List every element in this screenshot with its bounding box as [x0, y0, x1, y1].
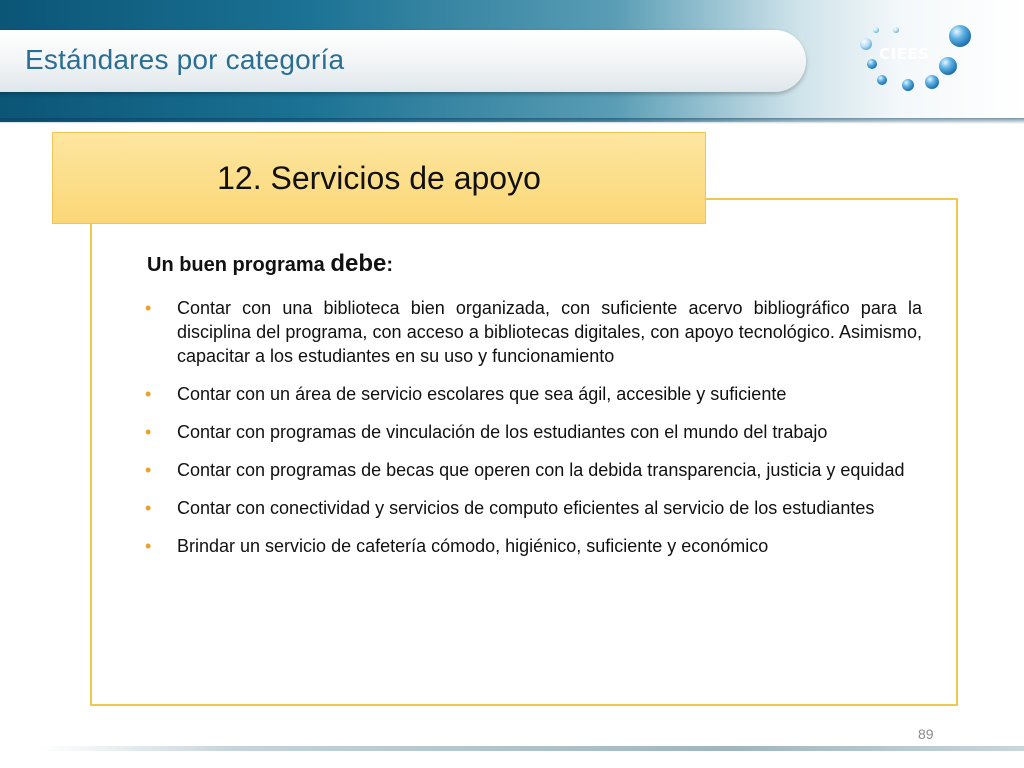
logo-bubble [902, 79, 914, 91]
logo-bubble [939, 57, 957, 75]
list-item [147, 296, 922, 368]
bullet-icon: • [145, 298, 152, 318]
list-item [147, 496, 922, 520]
list-item-text: Brindar un servicio de cafetería cómodo, higiénico, suficiente y económico [177, 536, 769, 556]
requirements-list [147, 296, 922, 572]
intro-prefix: Un buen programa [147, 254, 331, 276]
bullet-icon: • [145, 422, 152, 442]
list-item-text: Contar con un área de servicio escolares que sea ágil, accesible y suficiente [177, 384, 787, 404]
bullet-icon: • [145, 536, 152, 556]
list-item [147, 382, 922, 406]
logo-bubble [925, 75, 939, 89]
list-item [147, 534, 922, 558]
logo-bubble [949, 25, 971, 47]
section-title: 12. Servicios de apoyo [217, 160, 541, 196]
intro-text [147, 250, 393, 278]
page-title: Estándares por categoría [25, 44, 345, 75]
intro-suffix: : [386, 254, 394, 276]
list-item [147, 458, 922, 482]
list-item-text: Contar con una biblioteca bien organizada, con suficiente acervo bibliográfico para la disciplina del programa, con acceso a bibliotecas digitales, con apoyo tecnológico. Asimismo, capacitar a los estudiantes en su uso y funcionamiento [177, 298, 922, 366]
header-shadow [0, 118, 1024, 124]
logo-bubble [873, 27, 879, 33]
page-number: 89 [918, 726, 934, 742]
footer-divider [40, 746, 1024, 751]
list-item-text: Contar con conectividad y servicios de computo eficientes al servicio de los estudiantes [177, 498, 875, 518]
list-item-text: Contar con programas de vinculación de los estudiantes con el mundo del trabajo [177, 422, 828, 442]
ciees-logo [848, 18, 978, 108]
logo-bubble [860, 38, 872, 50]
logo-bubble [877, 75, 887, 85]
logo-bubble [893, 27, 899, 33]
intro-emphasis: debe [330, 250, 387, 277]
bullet-icon: • [145, 460, 152, 480]
bullet-icon: • [145, 498, 152, 518]
list-item-text: Contar con programas de becas que operen con la debida transparencia, justicia y equidad [177, 460, 905, 480]
list-item [147, 420, 922, 444]
logo-bubble [867, 59, 877, 69]
bullet-icon: • [145, 384, 152, 404]
logo-text: CIEES [879, 45, 930, 63]
